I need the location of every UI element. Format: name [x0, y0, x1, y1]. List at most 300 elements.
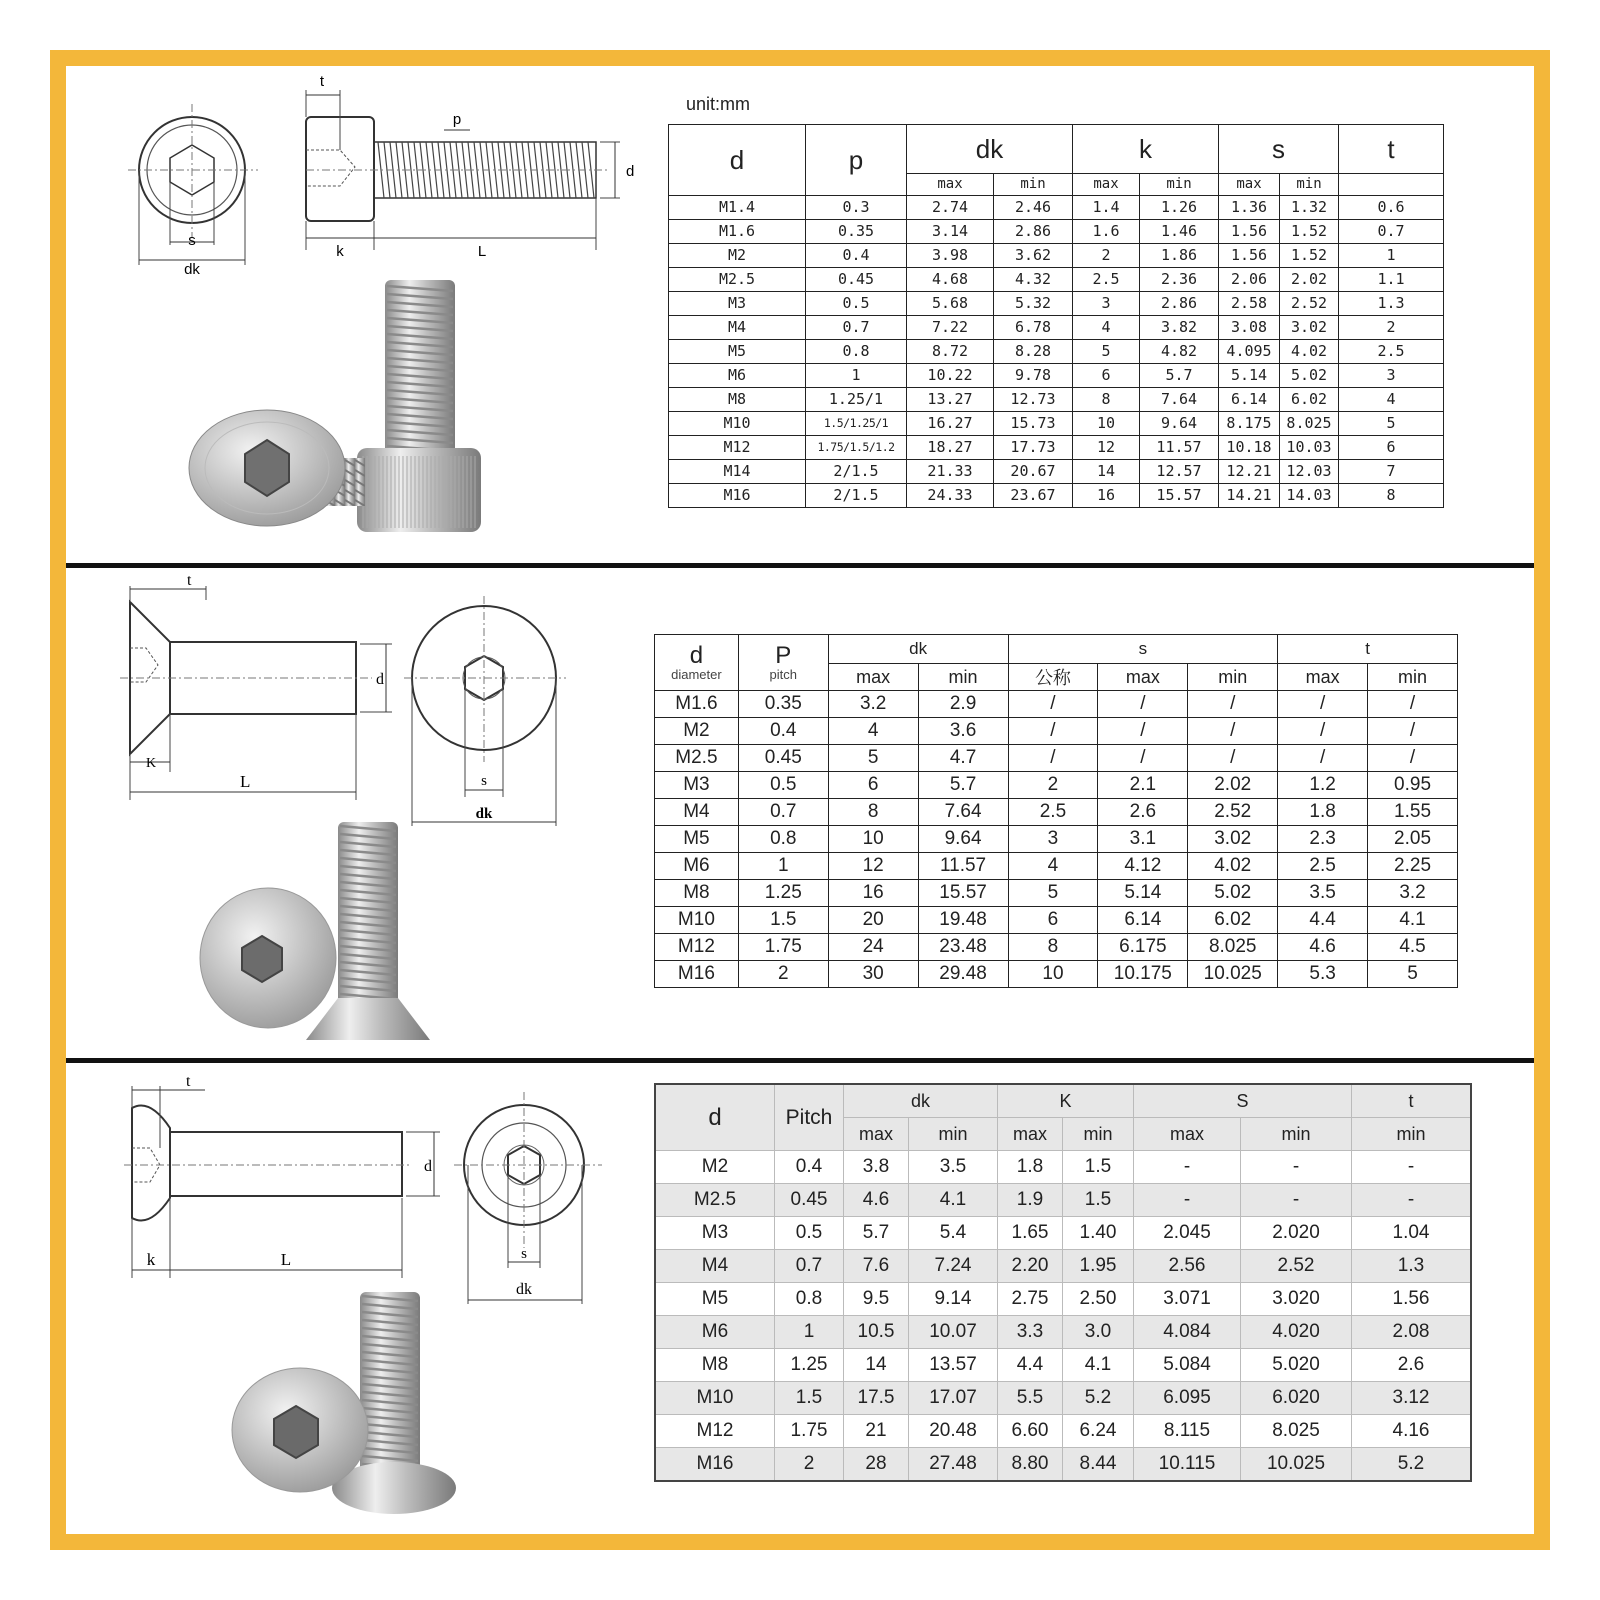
header-d-symbol: d — [689, 642, 704, 669]
value-cell: / — [1188, 718, 1278, 745]
value-cell: 0.35 — [738, 691, 828, 718]
table-row — [655, 907, 1458, 934]
value-cell: 28 — [844, 1448, 909, 1482]
value-cell: / — [1008, 745, 1098, 772]
value-cell: 10.5 — [844, 1316, 909, 1349]
value-cell: 6 — [1008, 907, 1098, 934]
d-label: d — [376, 671, 384, 688]
value-cell: 5 — [1073, 340, 1140, 364]
size-cell: M8 — [655, 880, 739, 907]
value-cell: - — [1134, 1184, 1241, 1217]
value-cell: 2.6 — [1352, 1349, 1472, 1382]
value-cell: 12 — [1073, 436, 1140, 460]
value-cell: 1.3 — [1339, 292, 1444, 316]
d-label: d — [424, 1158, 432, 1175]
value-cell: / — [1098, 691, 1188, 718]
header-min: min — [1188, 664, 1278, 691]
value-cell: 1.26 — [1140, 196, 1219, 220]
value-cell: 2 — [1073, 244, 1140, 268]
value-cell: 7.24 — [909, 1250, 998, 1283]
value-cell: 8.025 — [1188, 934, 1278, 961]
size-cell: M2 — [655, 718, 739, 745]
size-cell: M4 — [655, 799, 739, 826]
value-cell: 9.64 — [1140, 412, 1219, 436]
value-cell: 0.8 — [806, 340, 907, 364]
table-row — [669, 364, 1444, 388]
value-cell: 3.02 — [1280, 316, 1339, 340]
button-head-spec-table — [654, 1083, 1472, 1482]
value-cell: 1.55 — [1368, 799, 1458, 826]
value-cell: 2.25 — [1368, 853, 1458, 880]
value-cell: 3 — [1008, 826, 1098, 853]
value-cell: 0.4 — [738, 718, 828, 745]
socket-cap-spec-table — [668, 124, 1444, 508]
value-cell: 2.5 — [1339, 340, 1444, 364]
value-cell: 4.1 — [1368, 907, 1458, 934]
value-cell: 3.08 — [1219, 316, 1280, 340]
header-k: k — [1073, 125, 1219, 174]
value-cell: 7.64 — [918, 799, 1008, 826]
value-cell: 5.14 — [1219, 364, 1280, 388]
value-cell: 2.5 — [1008, 799, 1098, 826]
p-label: p — [452, 111, 462, 128]
table-row — [655, 826, 1458, 853]
value-cell: 6.095 — [1134, 1382, 1241, 1415]
header-min: min — [1368, 664, 1458, 691]
value-cell: 15.57 — [1140, 484, 1219, 508]
value-cell: 4 — [1008, 853, 1098, 880]
value-cell: 3.8 — [844, 1151, 909, 1184]
value-cell: 0.6 — [1339, 196, 1444, 220]
header-dk: dk — [907, 125, 1073, 174]
table-row — [669, 388, 1444, 412]
value-cell: 4 — [1073, 316, 1140, 340]
value-cell: 12.21 — [1219, 460, 1280, 484]
dk-label: dk — [516, 1281, 532, 1298]
button-head-screw-photo — [228, 1288, 458, 1528]
value-cell: 16 — [1073, 484, 1140, 508]
value-cell: 2.74 — [907, 196, 994, 220]
value-cell: 3.12 — [1352, 1382, 1472, 1415]
value-cell: 20.67 — [994, 460, 1073, 484]
value-cell: 21 — [844, 1415, 909, 1448]
header-min: min — [994, 174, 1073, 196]
size-cell: M4 — [669, 316, 806, 340]
t-label: t — [187, 572, 192, 589]
value-cell: 20.48 — [909, 1415, 998, 1448]
value-cell: 5 — [1008, 880, 1098, 907]
value-cell: 0.95 — [1368, 772, 1458, 799]
value-cell: 0.7 — [738, 799, 828, 826]
value-cell: 5.3 — [1278, 961, 1368, 988]
value-cell: 2 — [738, 961, 828, 988]
L-label: L — [280, 1250, 292, 1269]
header-min: min — [918, 664, 1008, 691]
table-row — [655, 1448, 1471, 1482]
value-cell: 5.7 — [1140, 364, 1219, 388]
value-cell: 11.57 — [918, 853, 1008, 880]
value-cell: 3.5 — [1278, 880, 1368, 907]
value-cell: 1.95 — [1063, 1250, 1134, 1283]
value-cell: 0.45 — [738, 745, 828, 772]
value-cell: 5.14 — [1098, 880, 1188, 907]
value-cell: 6.020 — [1241, 1382, 1352, 1415]
header-pitch: Pitch — [775, 1084, 844, 1151]
value-cell: 8 — [1339, 484, 1444, 508]
value-cell: 10.03 — [1280, 436, 1339, 460]
table-row — [655, 1283, 1471, 1316]
value-cell: 23.67 — [994, 484, 1073, 508]
value-cell: 4.5 — [1368, 934, 1458, 961]
value-cell: 1.5 — [738, 907, 828, 934]
table-row — [655, 1349, 1471, 1382]
t-label: t — [186, 1073, 191, 1090]
value-cell: 2/1.5 — [806, 484, 907, 508]
value-cell: 1 — [738, 853, 828, 880]
value-cell: 2.3 — [1278, 826, 1368, 853]
value-cell: 2.46 — [994, 196, 1073, 220]
header-d: d — [655, 1084, 775, 1151]
value-cell: 0.5 — [738, 772, 828, 799]
value-cell: 9.64 — [918, 826, 1008, 853]
value-cell: 4.6 — [844, 1184, 909, 1217]
value-cell: 8 — [1073, 388, 1140, 412]
value-cell: 2.36 — [1140, 268, 1219, 292]
value-cell: 7.6 — [844, 1250, 909, 1283]
value-cell: 6.02 — [1188, 907, 1278, 934]
size-cell: M6 — [655, 853, 739, 880]
value-cell: 10.22 — [907, 364, 994, 388]
value-cell: / — [1278, 718, 1368, 745]
value-cell: 2.50 — [1063, 1283, 1134, 1316]
header-d-caption: diameter — [671, 667, 722, 682]
value-cell: 0.3 — [806, 196, 907, 220]
socket-cap-screw-photo — [185, 278, 495, 538]
value-cell: 10.175 — [1098, 961, 1188, 988]
value-cell: 30 — [828, 961, 918, 988]
header-max: max — [844, 1118, 909, 1151]
table-row — [669, 220, 1444, 244]
value-cell: / — [1188, 691, 1278, 718]
table-row — [655, 1151, 1471, 1184]
value-cell: 12 — [828, 853, 918, 880]
header-t: t — [1352, 1084, 1472, 1118]
value-cell: 5.020 — [1241, 1349, 1352, 1382]
value-cell: 14 — [844, 1349, 909, 1382]
value-cell: 6.175 — [1098, 934, 1188, 961]
table-row — [669, 460, 1444, 484]
value-cell: 1.5 — [1063, 1184, 1134, 1217]
value-cell: 1.56 — [1352, 1283, 1472, 1316]
table-row — [655, 799, 1458, 826]
value-cell: 2.86 — [1140, 292, 1219, 316]
size-cell: M6 — [655, 1316, 775, 1349]
value-cell: 0.5 — [775, 1217, 844, 1250]
value-cell: 1.75 — [738, 934, 828, 961]
value-cell: 11.57 — [1140, 436, 1219, 460]
table-row — [669, 316, 1444, 340]
header-t: t — [1278, 635, 1458, 664]
value-cell: 5.7 — [844, 1217, 909, 1250]
value-cell: 0.4 — [806, 244, 907, 268]
size-cell: M5 — [669, 340, 806, 364]
k-label: k — [146, 1250, 156, 1269]
header-max: max — [1278, 664, 1368, 691]
size-cell: M16 — [655, 1448, 775, 1482]
value-cell: 1.9 — [998, 1184, 1063, 1217]
value-cell: - — [1241, 1184, 1352, 1217]
value-cell: 8.115 — [1134, 1415, 1241, 1448]
value-cell: 2.6 — [1098, 799, 1188, 826]
value-cell: 4.32 — [994, 268, 1073, 292]
value-cell: 3.62 — [994, 244, 1073, 268]
size-cell: M2.5 — [655, 745, 739, 772]
header-max: max — [907, 174, 994, 196]
s-label: s — [521, 1246, 527, 1262]
value-cell: 2.9 — [918, 691, 1008, 718]
value-cell: 10 — [828, 826, 918, 853]
header-t: t — [1339, 125, 1444, 174]
value-cell: 13.27 — [907, 388, 994, 412]
value-cell: 3.14 — [907, 220, 994, 244]
value-cell: 2 — [1008, 772, 1098, 799]
value-cell: 5.02 — [1188, 880, 1278, 907]
section-divider — [66, 1058, 1534, 1063]
value-cell: 1.56 — [1219, 220, 1280, 244]
size-cell: M2 — [655, 1151, 775, 1184]
value-cell: 8.025 — [1280, 412, 1339, 436]
value-cell: 3.2 — [828, 691, 918, 718]
value-cell: 10.07 — [909, 1316, 998, 1349]
value-cell: 1.5 — [775, 1382, 844, 1415]
value-cell: 12.57 — [1140, 460, 1219, 484]
size-cell: M10 — [669, 412, 806, 436]
size-cell: M3 — [669, 292, 806, 316]
L-label: L — [477, 243, 487, 260]
value-cell: 4.16 — [1352, 1415, 1472, 1448]
header-max: max — [1073, 174, 1140, 196]
table-row — [655, 1382, 1471, 1415]
size-cell: M4 — [655, 1250, 775, 1283]
value-cell: 2.020 — [1241, 1217, 1352, 1250]
value-cell: 3.82 — [1140, 316, 1219, 340]
value-cell: / — [1278, 745, 1368, 772]
header-max: max — [1098, 664, 1188, 691]
value-cell: 1.2 — [1278, 772, 1368, 799]
value-cell: / — [1278, 691, 1368, 718]
value-cell: 5.5 — [998, 1382, 1063, 1415]
value-cell: 3.2 — [1368, 880, 1458, 907]
value-cell: 8.72 — [907, 340, 994, 364]
value-cell: 4 — [828, 718, 918, 745]
size-cell: M5 — [655, 826, 739, 853]
value-cell: 24 — [828, 934, 918, 961]
d-label: d — [626, 163, 635, 180]
value-cell: 14.03 — [1280, 484, 1339, 508]
value-cell: 2.52 — [1188, 799, 1278, 826]
header-p-symbol: P — [775, 642, 792, 669]
header-p-caption: pitch — [769, 667, 797, 682]
value-cell: 3.6 — [918, 718, 1008, 745]
k-label: k — [336, 243, 344, 260]
value-cell: 9.5 — [844, 1283, 909, 1316]
dk-label: dk — [184, 261, 200, 278]
value-cell: - — [1352, 1151, 1472, 1184]
value-cell: 8 — [828, 799, 918, 826]
value-cell: 18.27 — [907, 436, 994, 460]
value-cell: 5.084 — [1134, 1349, 1241, 1382]
value-cell: / — [1188, 745, 1278, 772]
value-cell: 15.57 — [918, 880, 1008, 907]
header-min: min — [1280, 174, 1339, 196]
value-cell: 12.03 — [1280, 460, 1339, 484]
value-cell: 6 — [1073, 364, 1140, 388]
s-label: s — [188, 232, 196, 249]
header-min: min — [909, 1118, 998, 1151]
value-cell: 1 — [775, 1316, 844, 1349]
value-cell: 1.75/1.5/1.2 — [806, 436, 907, 460]
value-cell: 2.20 — [998, 1250, 1063, 1283]
value-cell: 10.18 — [1219, 436, 1280, 460]
value-cell: 3.071 — [1134, 1283, 1241, 1316]
value-cell: 0.5 — [806, 292, 907, 316]
value-cell: 3.020 — [1241, 1283, 1352, 1316]
size-cell: M1.6 — [669, 220, 806, 244]
value-cell: 1.40 — [1063, 1217, 1134, 1250]
value-cell: 5 — [828, 745, 918, 772]
header-max: max — [1219, 174, 1280, 196]
value-cell: 1.75 — [775, 1415, 844, 1448]
value-cell: 1 — [1339, 244, 1444, 268]
value-cell: 1.5/1.25/1 — [806, 412, 907, 436]
size-cell: M16 — [655, 961, 739, 988]
value-cell: 4.095 — [1219, 340, 1280, 364]
table-row — [669, 292, 1444, 316]
value-cell: 4.1 — [1063, 1349, 1134, 1382]
value-cell: - — [1352, 1184, 1472, 1217]
countersunk-diagram — [110, 572, 580, 822]
value-cell: 4.4 — [1278, 907, 1368, 934]
value-cell: 4.084 — [1134, 1316, 1241, 1349]
header-dk: dk — [828, 635, 1008, 664]
table-row — [655, 934, 1458, 961]
value-cell: 1.4 — [1073, 196, 1140, 220]
table-row — [655, 961, 1458, 988]
header-max: max — [828, 664, 918, 691]
value-cell: 5.68 — [907, 292, 994, 316]
value-cell: 15.73 — [994, 412, 1073, 436]
value-cell: 8.44 — [1063, 1448, 1134, 1482]
value-cell: 0.8 — [738, 826, 828, 853]
value-cell: 12.73 — [994, 388, 1073, 412]
value-cell: 2.08 — [1352, 1316, 1472, 1349]
value-cell: 6.60 — [998, 1415, 1063, 1448]
value-cell: 2.06 — [1219, 268, 1280, 292]
table-row — [655, 745, 1458, 772]
socket-cap-diagram — [110, 70, 650, 290]
value-cell: 6 — [828, 772, 918, 799]
size-cell: M12 — [669, 436, 806, 460]
header-d — [655, 635, 739, 691]
value-cell: 4.68 — [907, 268, 994, 292]
L-label: L — [240, 772, 251, 791]
value-cell: 3.1 — [1098, 826, 1188, 853]
value-cell: 2.56 — [1134, 1250, 1241, 1283]
table-row — [669, 340, 1444, 364]
value-cell: 16.27 — [907, 412, 994, 436]
value-cell: 6.14 — [1219, 388, 1280, 412]
header-d: d — [669, 125, 806, 196]
value-cell: 8.80 — [998, 1448, 1063, 1482]
value-cell: - — [1134, 1151, 1241, 1184]
value-cell: 8.28 — [994, 340, 1073, 364]
size-cell: M2 — [669, 244, 806, 268]
value-cell: 0.7 — [775, 1250, 844, 1283]
value-cell: 10.025 — [1188, 961, 1278, 988]
value-cell: 2.02 — [1188, 772, 1278, 799]
value-cell: 2 — [775, 1448, 844, 1482]
value-cell: 7.22 — [907, 316, 994, 340]
header-s: s — [1008, 635, 1278, 664]
size-cell: M1.4 — [669, 196, 806, 220]
value-cell: 1.36 — [1219, 196, 1280, 220]
value-cell: / — [1008, 718, 1098, 745]
value-cell: 5.2 — [1063, 1382, 1134, 1415]
value-cell: 8.175 — [1219, 412, 1280, 436]
value-cell: 24.33 — [907, 484, 994, 508]
header-t-blank — [1339, 174, 1444, 196]
value-cell: 5.02 — [1280, 364, 1339, 388]
value-cell: 1.86 — [1140, 244, 1219, 268]
value-cell: 0.8 — [775, 1283, 844, 1316]
value-cell: 3 — [1339, 364, 1444, 388]
value-cell: 1.04 — [1352, 1217, 1472, 1250]
countersunk-spec-table — [654, 634, 1458, 988]
value-cell: 21.33 — [907, 460, 994, 484]
size-cell: M8 — [655, 1349, 775, 1382]
value-cell: / — [1098, 718, 1188, 745]
value-cell: 2.1 — [1098, 772, 1188, 799]
header-s: s — [1219, 125, 1339, 174]
K-label: K — [146, 756, 157, 771]
value-cell: 1.1 — [1339, 268, 1444, 292]
value-cell: 1.6 — [1073, 220, 1140, 244]
value-cell: 4.4 — [998, 1349, 1063, 1382]
value-cell: 27.48 — [909, 1448, 998, 1482]
header-dk: dk — [844, 1084, 998, 1118]
table-row — [669, 412, 1444, 436]
value-cell: 3.5 — [909, 1151, 998, 1184]
value-cell: 29.48 — [918, 961, 1008, 988]
header-p — [738, 635, 828, 691]
countersunk-screw-photo — [198, 818, 438, 1048]
value-cell: 0.35 — [806, 220, 907, 244]
table-row — [655, 691, 1458, 718]
value-cell: 1.46 — [1140, 220, 1219, 244]
value-cell: 2.5 — [1278, 853, 1368, 880]
value-cell: 2 — [1339, 316, 1444, 340]
value-cell: 19.48 — [918, 907, 1008, 934]
value-cell: 13.57 — [909, 1349, 998, 1382]
value-cell: 3 — [1073, 292, 1140, 316]
value-cell: 5 — [1339, 412, 1444, 436]
table-row — [655, 1217, 1471, 1250]
value-cell: 2.045 — [1134, 1217, 1241, 1250]
size-cell: M10 — [655, 907, 739, 934]
size-cell: M12 — [655, 934, 739, 961]
value-cell: 3.98 — [907, 244, 994, 268]
value-cell: 1.8 — [998, 1151, 1063, 1184]
